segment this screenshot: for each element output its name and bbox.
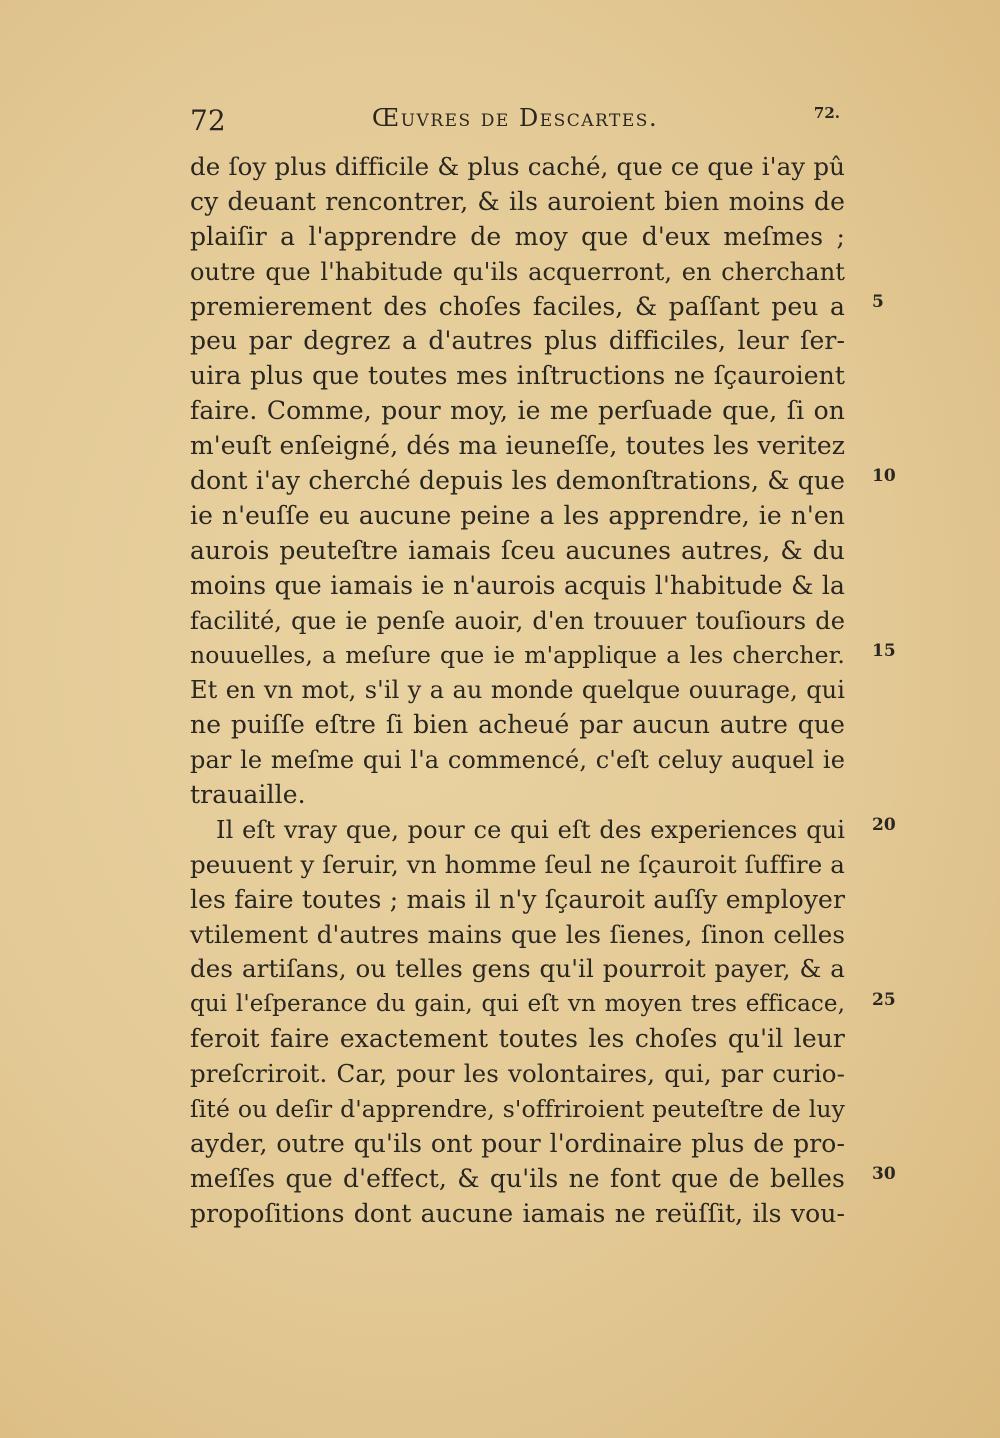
text-line: uira plus que toutes mes inſtructions ne ſçauroient [190, 361, 845, 391]
line-number-10: 10 [872, 466, 896, 486]
text-line: Et en vn mot, s'il y a au monde quelque ouurage, qui [190, 676, 845, 705]
text-line: qui l'eſperance du gain, qui eſt vn moyen tres efficace, [190, 991, 845, 1018]
text-line: de ſoy plus difficile & plus caché, que ce que i'ay pû [190, 152, 845, 181]
running-head: Œuvres de Descartes. [371, 104, 659, 132]
text-line: aurois peuteſtre iamais ſceu aucunes autres, & du [190, 535, 845, 565]
text-line: m'euſt enſeigné, dés ma ieuneſſe, toutes les veritez [190, 431, 845, 461]
text-line: par le meſme qui l'a commencé, c'eſt celuy auquel ie [190, 746, 845, 775]
text-line: meſſes que d'effect, & qu'ils ne font que de belles [190, 1163, 845, 1193]
line-number-25: 25 [872, 990, 896, 1010]
text-line: des artiſans, ou telles gens qu'il pourroit payer, & a [190, 954, 845, 984]
text-line: ayder, outre qu'ils ont pour l'ordinaire plus de pro- [190, 1128, 845, 1158]
text-line: plaiſir a l'apprendre de moy que d'eux meſmes ; [190, 221, 845, 251]
page-header [190, 98, 840, 138]
text-line: moins que iamais ie n'aurois acquis l'habitude & la [190, 570, 845, 600]
text-line: vtilement d'autres mains que les ſienes, ſinon celles [190, 919, 845, 949]
text-line: peuuent y ſeruir, vn homme ſeul ne ſçauroit ſuffire a [190, 849, 845, 879]
text-line: propoſitions dont aucune iamais ne reüſſit, ils vou- [190, 1198, 845, 1228]
text-line: preſcriroit. Car, pour les volontaires, qui, par curio- [190, 1059, 845, 1089]
text-line: premierement des choſes faciles, & paſſant peu a [190, 291, 845, 321]
text-line: faire. Comme, pour moy, ie me perſuade que, ſi on [190, 396, 845, 426]
text-line: nouuelles, a meſure que ie m'applique a les chercher. [190, 641, 845, 670]
text-line: dont i'ay cherché depuis les demonſtrations, & que [190, 466, 845, 496]
text-line: ie n'euſſe eu aucune peine a les apprendre, ie n'en [190, 500, 845, 530]
text-line: cy deuant rencontrer, & ils auroient bien moins de [190, 186, 845, 216]
page-number: 72 [190, 104, 226, 137]
text-line: ne puiſſe eſtre ſi bien acheué par aucun autre que [190, 710, 845, 740]
text-line: peu par degrez a d'autres plus difficiles, leur ſer- [190, 326, 845, 356]
line-number-5: 5 [872, 292, 884, 312]
body-text [190, 150, 845, 1232]
line-number-15: 15 [872, 641, 896, 661]
line-number-30: 30 [872, 1164, 896, 1184]
text-line: trauaille. [190, 780, 306, 810]
text-line: les faire toutes ; mais il n'y ſçauroit auſſy employer [190, 884, 845, 914]
text-line: ſité ou deſir d'apprendre, s'offriroient peuteſtre de luy [190, 1095, 845, 1124]
text-line: Il eſt vray que, pour ce qui eſt des experiences qui [216, 815, 845, 844]
text-line: outre que l'habitude qu'ils acquerront, en cherchant [190, 257, 845, 286]
line-number-20: 20 [872, 815, 896, 835]
margin-reference: 72. [813, 104, 840, 122]
text-line: feroit faire exactement toutes les choſes qu'il leur [190, 1024, 845, 1054]
text-line: facilité, que ie penſe auoir, d'en trouuer touſiours de [190, 606, 845, 635]
